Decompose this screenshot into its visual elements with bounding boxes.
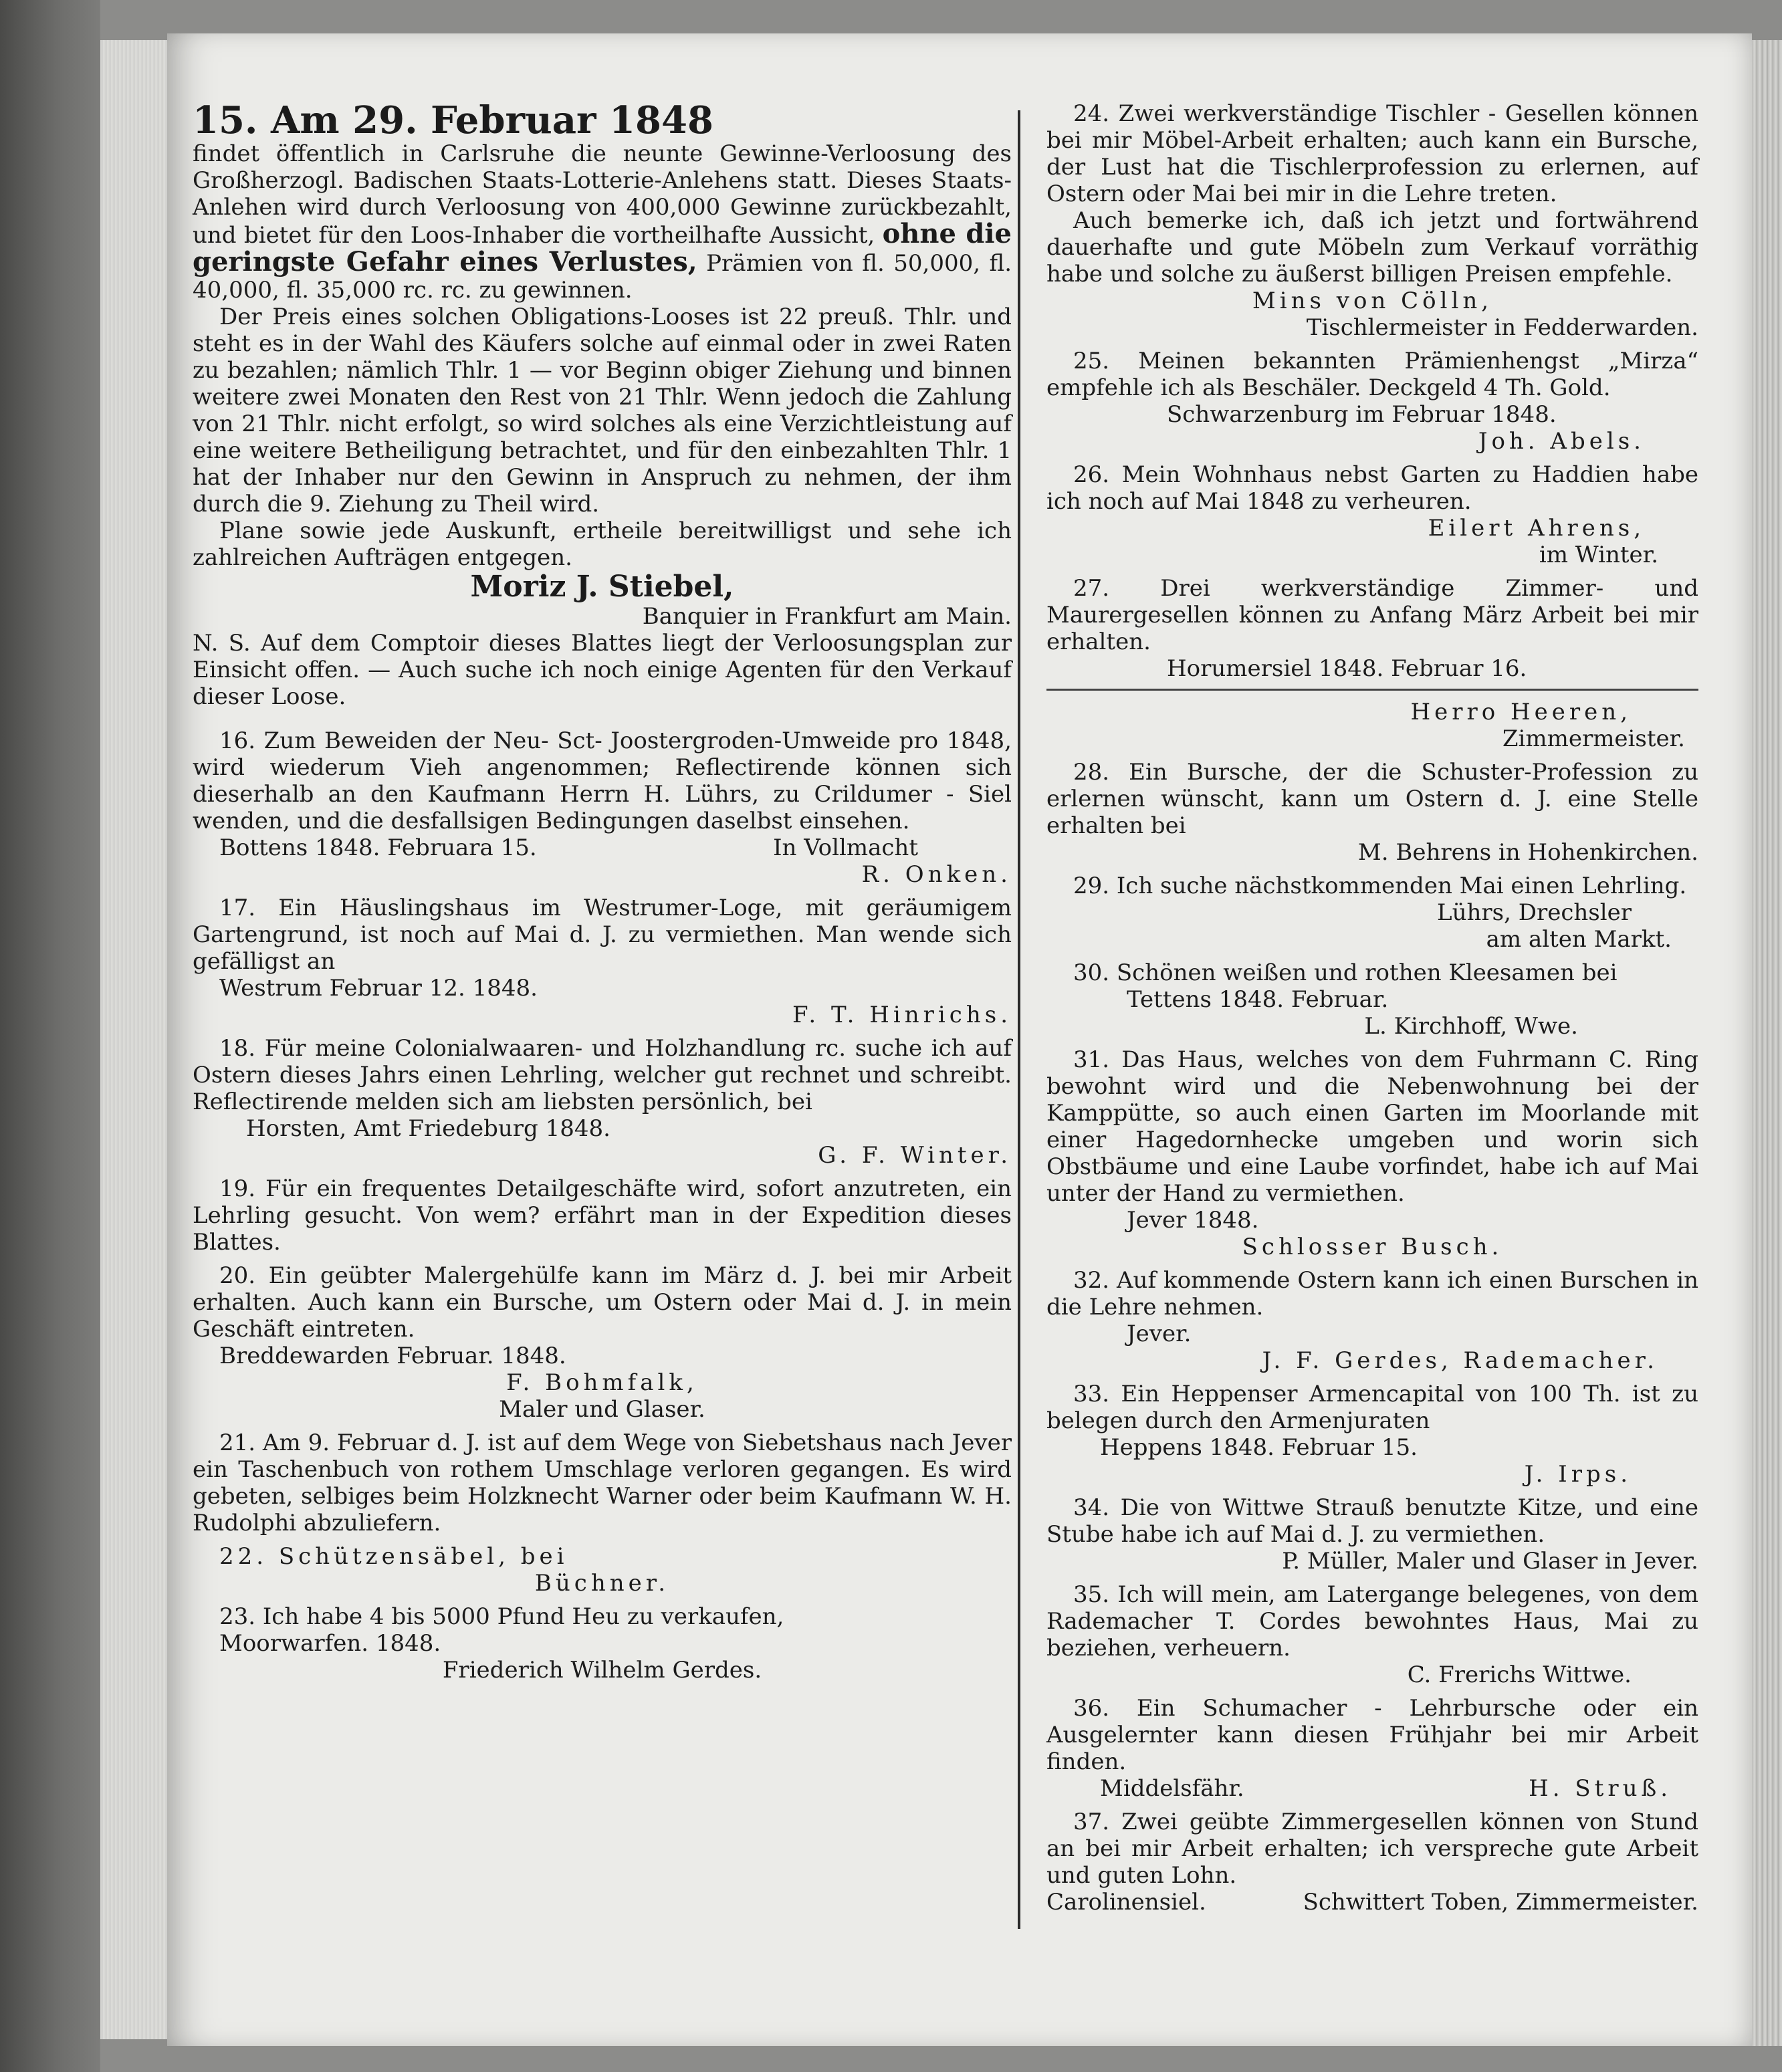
notice-29-signature-place: am alten Markt. bbox=[1486, 926, 1672, 953]
notice-34-text: 34. Die von Wittwe Strauß benutzte Kitze, und eine Stube habe ich auf Mai d. J. zu vermiethen. bbox=[1046, 1494, 1698, 1548]
notice-22-signature: Büchner. bbox=[534, 1570, 670, 1597]
notice-24-signature-trade: Tischlermeister in Fedderwarden. bbox=[1306, 314, 1698, 341]
notice-28-signature: M. Behrens in Hohenkirchen. bbox=[1357, 839, 1698, 866]
notice-20-signature-trade: Maler und Glaser. bbox=[499, 1396, 705, 1423]
notice-21-text: 21. Am 9. Februar d. J. ist auf dem Wege von Siebetshaus nach Jever ein Taschenbuch von rothem Umschlage verloren gegangen. Es wird gebeten, selbiges beim Holzknecht Warner oder beim Kaufmann W. H. Rudolphi abzuliefern. bbox=[193, 1429, 1012, 1536]
notice-36-place: Middelsfähr. bbox=[1100, 1775, 1244, 1802]
notice-25-place: Schwarzenburg im Februar 1848. bbox=[1167, 401, 1557, 428]
notice-23-text: 23. Ich habe 4 bis 5000 Pfund Heu zu verkaufen, bbox=[219, 1603, 784, 1630]
page-edges-right bbox=[1752, 40, 1782, 2046]
notice-37-text: 37. Zwei geübte Zimmergesellen können von Stund an bei mir Arbeit erhalten; ich verspreche gute Arbeit und guten Lohn. bbox=[1046, 1809, 1698, 1889]
notice-18-place: Horsten, Amt Friedeburg 1848. bbox=[246, 1115, 610, 1142]
notice-32-text: 32. Auf kommende Ostern kann ich einen Burschen in die Lehre nehmen. bbox=[1046, 1267, 1698, 1320]
notice-26-signature-place: im Winter. bbox=[1539, 542, 1658, 568]
notice-17 bbox=[193, 895, 1012, 1028]
notice-20-text: 20. Ein geübter Malergehülfe kann im März d. J. bei mir Arbeit erhalten. Auch kann ein Bursche, um Ostern oder Mai d. J. in mein Geschäft eintreten. bbox=[193, 1262, 1012, 1343]
notice-19-text: 19. Für ein frequentes Detailgeschäfte wird, sofort anzutreten, ein Lehrling gesucht. Von wem? erfährt man in der Expedition dieses Blattes. bbox=[193, 1175, 1012, 1256]
notice-25-text: 25. Meinen bekannten Prämienhengst „Mirza“ empfehle ich als Beschäler. Deckgeld 4 Th. Gold. bbox=[1046, 348, 1698, 401]
notice-30 bbox=[1046, 959, 1698, 1040]
notice-15-text: findet öffentlich in Carlsruhe die neunte Gewinne-Verloosung des Großherzogl. Badischen Staats-Lotterie-Anlehens statt. Dieses Staats-Anlehen wird durch Verloosung von 400,000 Gewinne zurückbezahlt, und bietet für den Loos-Inhaber die vortheilhafte Aussicht, ohne die geringste Gefahr eines Verlustes, Prämien von fl. 50,000, fl. 40,000, fl. 35,000 rc. rc. zu gewinnen. bbox=[193, 140, 1012, 304]
notice-number: 15. bbox=[193, 98, 258, 142]
book-spine bbox=[0, 0, 100, 2072]
notice-27 bbox=[1046, 575, 1698, 752]
notice-23 bbox=[193, 1603, 1012, 1684]
notice-22-text: 22. Schützensäbel, bei bbox=[219, 1543, 568, 1570]
notice-16-signature: R. Onken. bbox=[861, 861, 1012, 888]
notice-15-bold: ohne die geringste Gefahr eines Verlustes, bbox=[193, 218, 1012, 277]
column-divider bbox=[1018, 110, 1020, 1929]
notice-20-place: Breddewarden Februar. 1848. bbox=[219, 1343, 566, 1369]
notice-20 bbox=[193, 1262, 1012, 1423]
notice-16-proxy: In Vollmacht bbox=[773, 834, 918, 861]
notice-31-signature: Schlosser Busch. bbox=[1242, 1234, 1503, 1260]
notice-24-signature: Mins von Cölln, bbox=[1252, 287, 1493, 314]
notice-26-text: 26. Mein Wohnhaus nebst Garten zu Haddien habe ich noch auf Mai 1848 zu verheuren. bbox=[1046, 461, 1698, 515]
notice-32-signature: J. F. Gerdes, Rademacher. bbox=[1262, 1347, 1658, 1374]
notice-30-place: Tettens 1848. Februar. bbox=[1127, 986, 1389, 1013]
notice-35-text: 35. Ich will mein, am Latergange belegenes, von dem Rademacher T. Cordes bewohntes Haus, Mai zu beziehen, verheuern. bbox=[1046, 1581, 1698, 1661]
page-edges-left bbox=[100, 40, 167, 2039]
notice-15-ns: N. S. Auf dem Comptoir dieses Blattes liegt der Verloosungsplan zur Einsicht offen. — Auch suche ich noch einige Agenten für den Verkauf dieser Loose. bbox=[193, 630, 1012, 710]
notice-17-signature: F. T. Hinrichs. bbox=[792, 1002, 1012, 1028]
notice-33-text: 33. Ein Heppenser Armencapital von 100 Th. ist zu belegen durch den Armenjuraten bbox=[1046, 1381, 1698, 1434]
notice-33-place: Heppens 1848. Februar 15. bbox=[1100, 1434, 1418, 1461]
notice-29-signature: Lührs, Drechsler bbox=[1437, 899, 1632, 926]
notice-16 bbox=[193, 727, 1012, 888]
notice-30-signature: L. Kirchhoff, Wwe. bbox=[1364, 1013, 1578, 1040]
notice-37-place: Carolinensiel. bbox=[1046, 1889, 1206, 1916]
notice-16-text: 16. Zum Beweiden der Neu- Sct- Joostergroden-Umweide pro 1848, wird wiederum Vieh angenommen; Reflectirende können sich dieserhalb an den Kaufmann Herrn H. Lührs, zu Crildumer - Siel wenden, und die desfallsigen Bedingungen daselbst einsehen. bbox=[193, 727, 1012, 834]
notice-33-signature: J. Irps. bbox=[1524, 1461, 1632, 1488]
notice-18-text: 18. Für meine Colonialwaaren- und Holzhandlung rc. suche ich auf Ostern dieses Jahrs einen Lehrling, welcher gut rechnet und schreibt. Reflectirende melden sich am liebsten persönlich, bei bbox=[193, 1035, 1012, 1115]
notice-32 bbox=[1046, 1267, 1698, 1374]
notice-27-text: 27. Drei werkverständige Zimmer- und Maurergesellen können zu Anfang März Arbeit bei mir erhalten. bbox=[1046, 575, 1698, 655]
notice-22 bbox=[193, 1543, 1012, 1597]
notice-24-text2: Auch bemerke ich, daß ich jetzt und fortwährend dauerhafte und gute Möbeln zum Verkauf vorräthig habe und solche zu äußerst billigen Preisen empfehle. bbox=[1046, 207, 1698, 287]
notice-36-text: 36. Ein Schumacher - Lehrbursche oder ein Ausgelernter kann diesen Frühjahr bei mir Arbeit finden. bbox=[1046, 1695, 1698, 1775]
notice-35-signature: C. Frerichs Wittwe. bbox=[1407, 1661, 1632, 1688]
notice-26 bbox=[1046, 461, 1698, 568]
notice-37 bbox=[1046, 1809, 1698, 1916]
notice-31-place: Jever 1848. bbox=[1127, 1207, 1259, 1234]
notice-29-text: 29. Ich suche nächstkommenden Mai einen Lehrling. bbox=[1073, 873, 1687, 899]
notice-26-signature: Eilert Ahrens, bbox=[1428, 515, 1645, 542]
notice-27-signature-trade: Zimmermeister. bbox=[1502, 725, 1685, 752]
notice-18-signature: G. F. Winter. bbox=[818, 1142, 1012, 1169]
notice-36 bbox=[1046, 1695, 1698, 1802]
notice-21 bbox=[193, 1429, 1012, 1536]
notice-24-text: 24. Zwei werkverständige Tischler - Gesellen können bei mir Möbel-Arbeit erhalten; auch kann ein Bursche, der Lust hat die Tischlerprofession zu erlernen, auf Ostern oder Mai bei mir in die Lehre treten. bbox=[1046, 100, 1698, 207]
notice-30-text: 30. Schönen weißen und rothen Kleesamen bei bbox=[1073, 959, 1618, 986]
notice-23-signature: Friederich Wilhelm Gerdes. bbox=[442, 1657, 762, 1684]
notice-29 bbox=[1046, 873, 1698, 953]
notice-24 bbox=[1046, 100, 1698, 341]
notice-34 bbox=[1046, 1494, 1698, 1575]
notice-15-para2: Der Preis eines solchen Obligations-Looses ist 22 preuß. Thlr. und steht es in der Wahl des Käufers solche auf einmal oder in zwei Raten zu bezahlen; nämlich Thlr. 1 — vor Beginn obiger Ziehung und binnen weitere zwei Monaten den Rest von 21 Thlr. Wenn jedoch die Zahlung von 21 Thlr. nicht erfolgt, so wird solches als eine Verzichtleistung auf eine weitere Betheiligung betrachtet, und für den einbezahlten Thlr. 1 hat der Inhaber nur den Gewinn in Anspruch zu nehmen, der ihm durch die 9. Ziehung zu Theil wird. bbox=[193, 304, 1012, 517]
notice-27-signature: Herro Heeren, bbox=[1410, 699, 1632, 725]
right-column bbox=[1046, 100, 1698, 1922]
notice-date: Am 29. Februar 1848 bbox=[270, 98, 713, 142]
notice-37-signature: Schwittert Toben, Zimmermeister. bbox=[1303, 1889, 1698, 1916]
notice-20-signature: F. Bohmfalk, bbox=[506, 1369, 698, 1396]
notice-17-text: 17. Ein Häuslingshaus im Westrumer-Loge, mit geräumigem Gartengrund, ist noch auf Mai d. J. zu vermiethen. Man wende sich gefälligst an bbox=[193, 895, 1012, 975]
notice-15 bbox=[193, 100, 1012, 710]
notice-16-place: Bottens 1848. Februara 15. bbox=[219, 834, 537, 861]
notice-32-place: Jever. bbox=[1127, 1320, 1192, 1347]
notice-23-place: Moorwarfen. 1848. bbox=[219, 1630, 441, 1657]
notice-31-text: 31. Das Haus, welches von dem Fuhrmann C. Ring bewohnt wird und die Nebenwohnung bei der Kamppütte, so auch einen Garten im Moorlande mit einer Hagedornhecke umgeben und worin sich Obstbäume und eine Laube vorfindet, habe ich auf Mai unter der Hand zu vermiethen. bbox=[1046, 1046, 1698, 1207]
notice-36-signature: H. Struß. bbox=[1529, 1775, 1672, 1802]
notice-25 bbox=[1046, 348, 1698, 455]
notice-17-place: Westrum Februar 12. 1848. bbox=[219, 975, 538, 1002]
notice-15-signature-title: Banquier in Frankfurt am Main. bbox=[642, 603, 1012, 630]
notice-19 bbox=[193, 1175, 1012, 1256]
notice-15-para3: Plane sowie jede Auskunft, ertheile bereitwilligst und sehe ich zahlreichen Aufträgen entgegen. bbox=[193, 517, 1012, 571]
notice-15-heading bbox=[193, 100, 1012, 140]
notice-33 bbox=[1046, 1381, 1698, 1488]
notice-28 bbox=[1046, 759, 1698, 866]
notice-28-text: 28. Ein Bursche, der die Schuster-Profession zu erlernen wünscht, kann um Ostern d. J. eine Stelle erhalten bei bbox=[1046, 759, 1698, 839]
separator-line bbox=[1046, 689, 1698, 691]
notice-31 bbox=[1046, 1046, 1698, 1260]
notice-18 bbox=[193, 1035, 1012, 1169]
notice-25-signature: Joh. Abels. bbox=[1478, 428, 1645, 455]
notice-27-place: Horumersiel 1848. Februar 16. bbox=[1167, 655, 1527, 682]
notice-35 bbox=[1046, 1581, 1698, 1688]
notice-15-signature: Moriz J. Stiebel, bbox=[470, 570, 734, 604]
notice-34-signature: P. Müller, Maler und Glaser in Jever. bbox=[1282, 1548, 1698, 1575]
left-column bbox=[193, 100, 1012, 1690]
